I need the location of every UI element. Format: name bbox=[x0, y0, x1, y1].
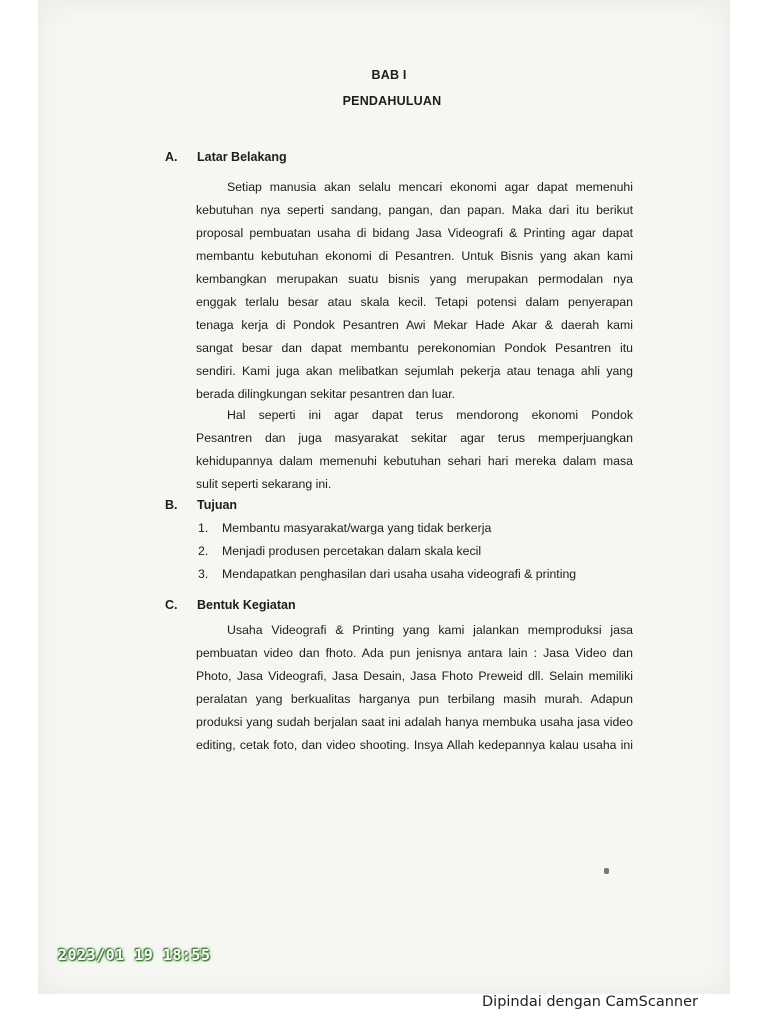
section-c-title: Bentuk Kegiatan bbox=[197, 598, 296, 612]
paragraph-line: peralatan yang berkualitas harganya pun terbilang masih murah. Adapun bbox=[196, 692, 633, 706]
section-b-title: Tujuan bbox=[197, 498, 238, 512]
paragraph-line: Hal seperti ini agar dapat terus mendorong ekonomi Pondok bbox=[227, 408, 633, 422]
paragraph-line: Pesantren dan juga masyarakat sekitar agar terus memperjuangkan bbox=[196, 431, 633, 445]
paragraph-line: Setiap manusia akan selalu mencari ekonomi agar dapat memenuhi bbox=[227, 180, 633, 194]
paragraph-line: sangat besar dan dapat membantu perekonomian Pondok Pesantren itu bbox=[196, 341, 633, 355]
paragraph-line: sendiri. Kami juga akan melibatkan sejumlah pekerja atau tenaga ahli yang bbox=[196, 364, 633, 378]
paragraph-line: enggak terlalu besar atau skala kecil. Tetapi potensi dalam penyerapan bbox=[196, 295, 633, 309]
paragraph-line: sulit seperti sekarang ini. bbox=[196, 477, 332, 491]
paragraph-line: Usaha Videografi & Printing yang kami jalankan memproduksi jasa bbox=[227, 623, 633, 637]
paragraph-line: kebutuhan nya seperti sandang, pangan, dan papan. Maka dari itu berikut bbox=[196, 203, 633, 217]
scan-speck bbox=[604, 868, 609, 874]
paragraph-line: editing, cetak foto, dan video shooting. Insya Allah kedepannya kalau usaha ini bbox=[196, 738, 633, 752]
chapter-title: PENDAHULUAN bbox=[342, 94, 442, 108]
list-item: Menjadi produsen percetakan dalam skala kecil bbox=[222, 544, 482, 558]
chapter-label: BAB I bbox=[371, 68, 407, 82]
section-a-letter: A. bbox=[165, 150, 178, 164]
paragraph-line: tenaga kerja di Pondok Pesantren Awi Mekar Hade Akar & daerah kami bbox=[196, 318, 633, 332]
paragraph-line: membantu kebutuhan ekonomi di Pesantren. Untuk Bisnis yang akan kami bbox=[196, 249, 633, 263]
paragraph-line: kehidupannya dalam memenuhi kebutuhan sehari hari mereka dalam masa bbox=[196, 454, 633, 468]
scanner-watermark: Dipindai dengan CamScanner bbox=[482, 994, 699, 1010]
paragraph-line: berada dilingkungan sekitar pesantren dan luar. bbox=[196, 387, 456, 401]
paragraph-line: proposal pembuatan usaha di bidang Jasa Videografi & Printing agar dapat bbox=[196, 226, 633, 240]
scanned-page bbox=[38, 0, 730, 994]
list-item-number: 3. bbox=[198, 567, 209, 581]
section-c-letter: C. bbox=[165, 598, 178, 612]
list-item-number: 1. bbox=[198, 521, 209, 535]
paragraph-line: kembangkan merupakan suatu bisnis yang merupakan permodalan nya bbox=[196, 272, 633, 286]
section-a-title: Latar Belakang bbox=[197, 150, 287, 164]
list-item: Mendapatkan penghasilan dari usaha usaha videografi & printing bbox=[222, 567, 577, 581]
list-item: Membantu masyarakat/warga yang tidak berkerja bbox=[222, 521, 492, 535]
paragraph-line: Photo, Jasa Videografi, Jasa Desain, Jasa Fhoto Preweid dll. Selain memiliki bbox=[196, 669, 633, 683]
paragraph-line: pembuatan video dan fhoto. Ada pun jenisnya antara lain : Jasa Video dan bbox=[196, 646, 633, 660]
section-b-letter: B. bbox=[165, 498, 178, 512]
scan-margin bbox=[0, 0, 38, 994]
photo-timestamp: 2023/01 19 18:55 bbox=[58, 946, 211, 964]
list-item-number: 2. bbox=[198, 544, 209, 558]
paragraph-line: produksi yang sudah berjalan saat ini adalah hanya membuka usaha jasa video bbox=[196, 715, 633, 729]
